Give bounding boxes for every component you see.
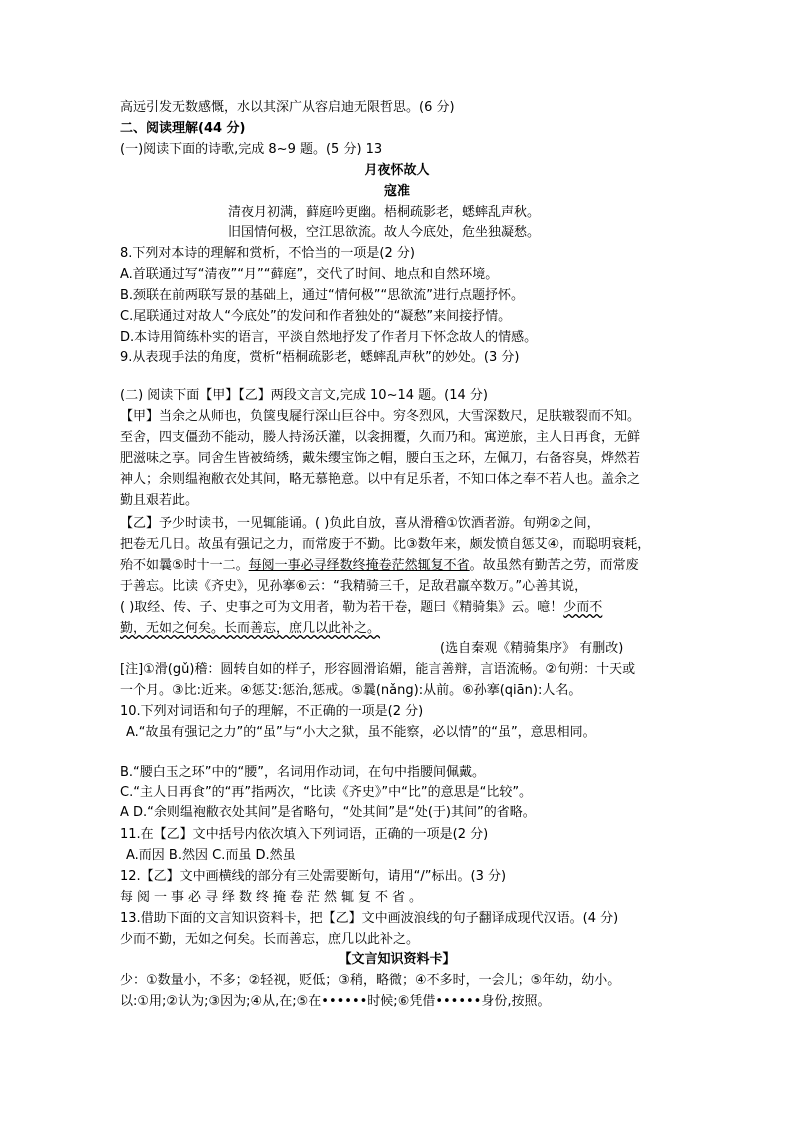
source-note: (选自秦观《精骑集序》 有删改) xyxy=(440,641,624,656)
passage-yi-line: 把卷无几日。故虽有强记之力，而常废于不勤。比③数年来，颇发愤自惩艾④，而聪明衰耗， xyxy=(120,537,651,552)
option-10d: A D.“余则缊袍敝衣处其间”是省略句，“处其间”是“处(于)其间”的省略。 xyxy=(120,805,536,820)
question-12: 12.【乙】文中画横线的部分有三处需要断句，请用“/”标出。(3 分) xyxy=(120,869,507,884)
passage-jia-line: 神人；余则缊袍敝衣处其间，略无慕艳意。以中有足乐者，不知口体之奉不若人也。盖余之 xyxy=(120,472,641,487)
text-line: 高远引发无数感慨，水以其深广从容启迪无限哲思。(6 分) xyxy=(120,100,455,115)
underlined-sentence: 每阅一事必寻绎数终掩卷茫然辄复不省 xyxy=(248,558,470,573)
subsection-heading: (一)阅读下面的诗歌,完成 8~9 题。(5 分) 13 xyxy=(120,142,383,157)
passage-jia-line: 勤且艰若此。 xyxy=(120,493,199,508)
poem-line: 清夜月初满，藓庭吟更幽。梧桐疏影老，蟋蟀乱声秋。 xyxy=(228,205,541,220)
question-13-text: 少而不勤，无如之何矣。长而善忘，庶几以此补之。 xyxy=(120,932,420,947)
annotation-line: [注]①滑(gǔ)稽：圆转自如的样子，形容圆滑谄媚，能言善辩，言语流畅。②旬朔：十天或 xyxy=(120,662,636,677)
option-8d: D.本诗用简练朴实的语言，平淡自然地抒发了作者月下怀念故人的情感。 xyxy=(120,330,538,345)
option-8c: C.尾联通过对故人“今底处”的发问和作者独处的“凝愁”来间接抒情。 xyxy=(120,309,512,324)
question-8: 8.下列对本诗的理解和赏析，不恰当的一项是(2 分) xyxy=(120,246,415,261)
option-8a: A.首联通过写“清夜”“月”“藓庭”，交代了时间、地点和自然环境。 xyxy=(120,267,499,282)
option-10a: A.“故虽有强记之力”的“虽”与“小大之狱，虽不能察，必以情”的“虽”，意思相同。 xyxy=(126,725,596,740)
question-11: 11.在【乙】文中括号内依次填入下列词语，正确的一项是(2 分) xyxy=(120,827,489,842)
annotation-line: 一个月。③比:近来。④惩艾:惩治,惩戒。⑤曩(nǎng):从前。⑥孙搴(qiān):人名。 xyxy=(120,683,582,698)
passage-jia-line: 肥滋味之享。同舍生皆被绮绣，戴朱缨宝饰之帽，腰白玉之环，左佩刀，右备容臭，烨然若 xyxy=(120,451,641,466)
option-8b: B.颈联在前两联写景的基础上，通过“情何极”“思欲流”进行点题抒怀。 xyxy=(120,288,524,303)
wavy-underlined-sentence: 勤，无如之何矣。长而善忘，庶几以此补之。 xyxy=(120,621,381,636)
question-9: 9.从表现手法的角度，赏析“梧桐疏影老，蟋蟀乱声秋”的妙处。(3 分) xyxy=(120,350,520,365)
passage-yi-line: ( )取经、传、子、史事之可为文用者，勒为若干卷，题曰《精骑集》云。噫！少而不 xyxy=(120,600,603,615)
subsection-heading: (二) 阅读下面【甲】【乙】两段文言文,完成 10~14 题。(14 分) xyxy=(120,388,488,403)
question-12-text: 每阅一事必寻绎数终掩卷茫然辄复不省。 xyxy=(120,890,427,905)
section-heading: 二、阅读理解(44 分) xyxy=(120,121,246,136)
option-10c: C.“主人日再食”的“再”指两次，“比读《齐史》”中“比”的意思是“比较”。 xyxy=(120,785,533,800)
passage-yi-line: 殆不如曩⑤时十一二。每阅一事必寻绎数终掩卷茫然辄复不省。故虽然有勤苦之劳，而常废 xyxy=(120,558,639,573)
passage-yi-line: 【乙】予少时读书，一见辄能诵。( )负此自放，喜从滑稽①饮酒者游。旬朔②之间， xyxy=(120,516,600,531)
poem-author: 寇准 xyxy=(383,184,410,199)
passage-jia-line: 【甲】当余之从师也，负箧曳屣行深山巨谷中。穷冬烈风，大雪深数尺，足肤皲裂而不知。 xyxy=(120,409,641,424)
poem-line: 旧国情何极，空江思欲流。故人今底处，危坐独凝愁。 xyxy=(228,225,541,240)
knowledge-card-shao: 少：①数量小，不多；②轻视，贬低；③稍，略微；④不多时，一会儿；⑤年幼，幼小。 xyxy=(120,973,621,988)
option-10b: B.“腰白玉之环”中的“腰”，名词用作动词，在句中指腰间佩戴。 xyxy=(120,765,485,780)
knowledge-card-yi: 以:①用;②认为;③因为;④从,在;⑤在••••••时候;⑥凭借••••••身份,按照。 xyxy=(120,994,551,1009)
question-13: 13.借助下面的文言知识资料卡，把【乙】文中画波浪线的句子翻译成现代汉语。(4 分) xyxy=(120,911,619,926)
passage-jia-line: 至舍，四支僵劲不能动，媵人持汤沃灌，以衾拥覆，久而乃和。寓逆旅，主人日再食，无鲜 xyxy=(120,430,641,445)
options-11: A.而因 B.然因 C.而虽 D.然虽 xyxy=(126,848,296,863)
poem-title: 月夜怀故人 xyxy=(364,163,430,178)
knowledge-card-title: 【文言知识资料卡】 xyxy=(338,952,456,967)
question-10: 10.下列对词语和句子的理解，不正确的一项是(2 分) xyxy=(120,704,424,719)
wavy-underlined-sentence: 少而不 xyxy=(563,600,603,615)
passage-yi-line: 于善忘。比读《齐史》，见孙搴⑥云：“我精骑三千，足敌君羸卒数万。”心善其说， xyxy=(120,579,588,594)
